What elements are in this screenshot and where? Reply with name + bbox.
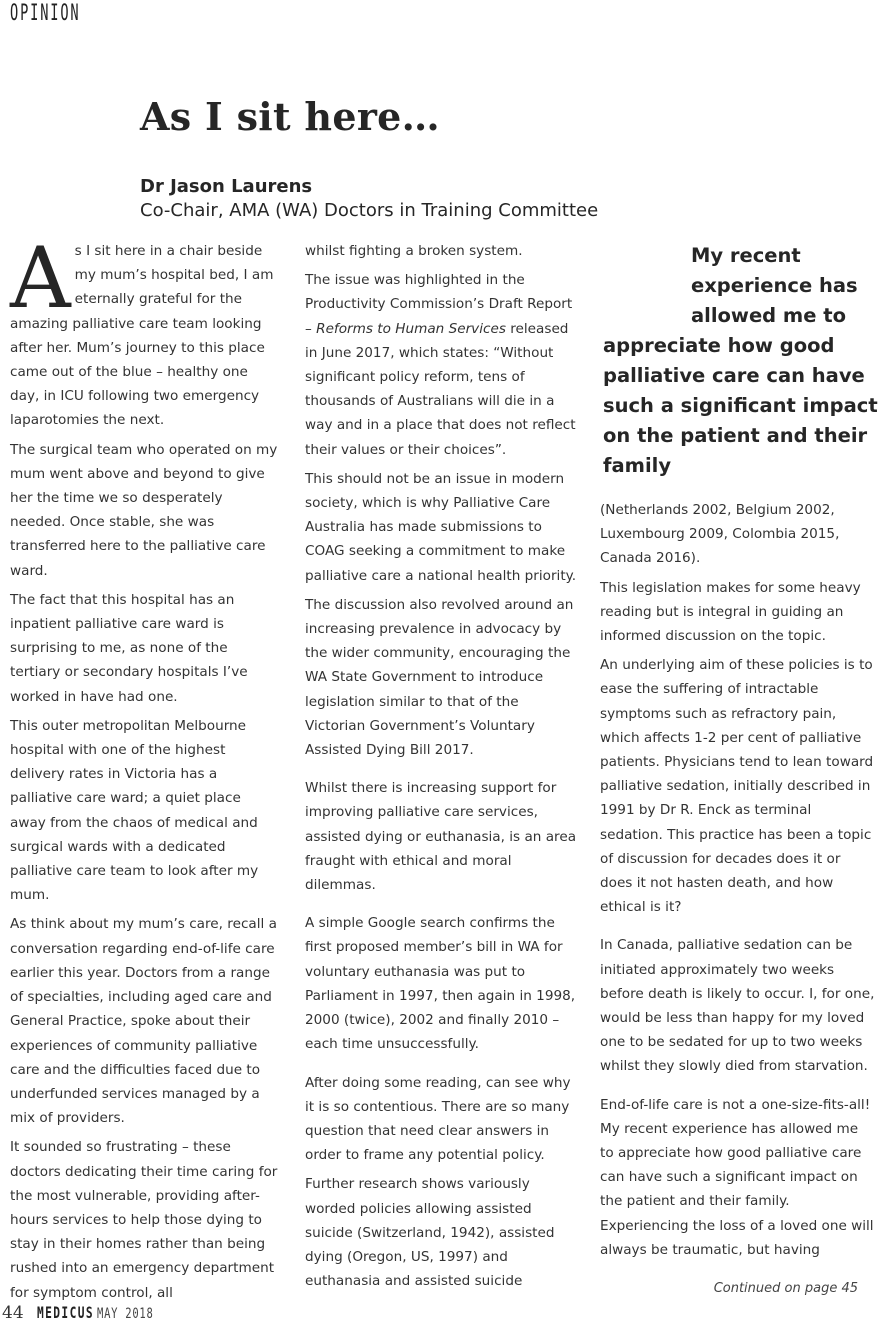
pull-quote-line: experience has bbox=[691, 274, 858, 297]
article-column-2 bbox=[305, 239, 580, 1298]
paragraph-text: s I sit here in a chair beside my mum’s hospital bed, I am eternally grateful for the amazing palliative care team looking after her. Mum’s journey to this place came out of the blue – healthy one day, in ICU following two emergency laparotomies the next. bbox=[10, 243, 274, 429]
page-footer bbox=[2, 1303, 173, 1323]
paragraph-text: The issue was highlighted in the Productivity Commission’s Draft Report – bbox=[305, 272, 573, 337]
drop-cap: A bbox=[10, 229, 71, 327]
section-tag: OPINION bbox=[10, 1, 81, 26]
article-title: As I sit here… bbox=[140, 94, 440, 139]
author-role: Co-Chair, AMA (WA) Doctors in Training Committee bbox=[140, 200, 599, 221]
author-name: Dr Jason Laurens bbox=[140, 176, 313, 197]
article-column-3 bbox=[600, 498, 875, 1267]
paragraph: Further research shows variously worded policies allowing assisted suicide (Switzerland, 1942), assisted dying (Oregon, US, 1997) and euthanasia and assisted suicide bbox=[305, 1176, 555, 1290]
pull-quote-line: allowed me to bbox=[691, 304, 846, 327]
paragraph: As think about my mum’s care, recall a conversation regarding end-of-life care earlier this year. Doctors from a range of specialties, including aged care and General Practice, spoke about their experiences of community palliative care and the difficulties faced due to underfunded services managed by a mix of providers. bbox=[10, 916, 277, 1127]
paragraph: The fact that this hospital has an inpatient palliative care ward is surprising to me, as none of the tertiary or secondary hospitals I’ve worked in have had one. bbox=[10, 591, 248, 705]
paragraph: In Canada, palliative sedation can be initiated approximately two weeks before death is likely to occur. I, for one, would be less than happy for my loved one to be sedated for up to two weeks whilst they slowly died from starvation. bbox=[600, 937, 875, 1075]
paragraph-text: released in June 2017, which states: “Without significant policy reform, tens of thousands of Australians will die in a way and in a place that does not reflect their values or their choices”. bbox=[305, 320, 576, 458]
page-number: 44 bbox=[2, 1303, 24, 1323]
paragraph: It sounded so frustrating – these doctors dedicating their time caring for the most vulnerable, providing after-hours services to help those dying to stay in their homes rather than being rushed into an emergency department for symptom control, all bbox=[10, 1139, 278, 1301]
pull-quote-text: appreciate how good palliative care can have such a significant impact on the patient and their family bbox=[603, 334, 878, 477]
continued-note: Continued on page 45 bbox=[713, 1281, 858, 1296]
paragraph: After doing some reading, can see why it is so contentious. There are so many question that need clear answers in order to frame any potential policy. bbox=[305, 1074, 571, 1164]
paragraph: The surgical team who operated on my mum went above and beyond to give her the time we so desperately needed. Once stable, she was transferred here to the palliative care ward. bbox=[10, 441, 278, 579]
magazine-name: MEDICUS bbox=[36, 1303, 94, 1322]
paragraph: This should not be an issue in modern society, which is why Palliative Care Australia has made submissions to COAG seeking a commitment to make palliative care a national health priority. bbox=[305, 470, 577, 584]
paragraph: An underlying aim of these policies is to ease the suffering of intractable symptoms such as refractory pain, which affects 1-2 per cent of palliative patients. Physicians tend to lean toward palliative sedation, initially described in 1991 by Dr R. Enck as terminal sedation. This practice has been a topic of discussion for decades does it or does it not hasten death, and how ethical is it? bbox=[600, 657, 874, 916]
paragraph: A simple Google search confirms the first proposed member’s bill in WA for voluntary euthanasia was put to Parliament in 1997, then again in 1998, 2000 (twice), 2002 and finally 2010 – each time unsuccessfully. bbox=[305, 915, 576, 1053]
paragraph: End-of-life care is not a one-size-fits-all! My recent experience has allowed me to appreciate how good palliative care can have such a significant impact on the patient and their family. Experiencing the loss of a loved one will always be traumatic, but having bbox=[600, 1096, 874, 1258]
report-title: Reforms to Human Services bbox=[316, 320, 506, 337]
paragraph bbox=[305, 268, 580, 462]
paragraph: This outer metropolitan Melbourne hospital with one of the highest delivery rates in Victoria has a palliative care ward; a quiet place away from the chaos of medical and surgical wards with a dedicated palliative care team to look after my mum. bbox=[10, 717, 259, 904]
paragraph: This legislation makes for some heavy reading but is integral in guiding an informed discussion on the topic. bbox=[600, 579, 861, 645]
paragraph: whilst fighting a broken system. bbox=[305, 243, 523, 259]
issue-date: MAY 2018 bbox=[97, 1306, 154, 1322]
paragraph: The discussion also revolved around an increasing prevalence in advocacy by the wider community, encouraging the WA State Government to introduce legislation similar to that of the Victorian Government’s Voluntary Assisted Dying Bill 2017. bbox=[305, 596, 574, 759]
paragraph: Whilst there is increasing support for improving palliative care services, assisted dying or euthanasia, is an area fraught with ethical and moral dilemmas. bbox=[305, 780, 577, 894]
pull-quote bbox=[603, 241, 883, 481]
pull-quote-line: My recent bbox=[691, 244, 801, 267]
paragraph: (Netherlands 2002, Belgium 2002, Luxembourg 2009, Colombia 2015, Canada 2016). bbox=[600, 502, 840, 567]
paragraph bbox=[10, 229, 280, 433]
article-column-1 bbox=[10, 229, 280, 1310]
